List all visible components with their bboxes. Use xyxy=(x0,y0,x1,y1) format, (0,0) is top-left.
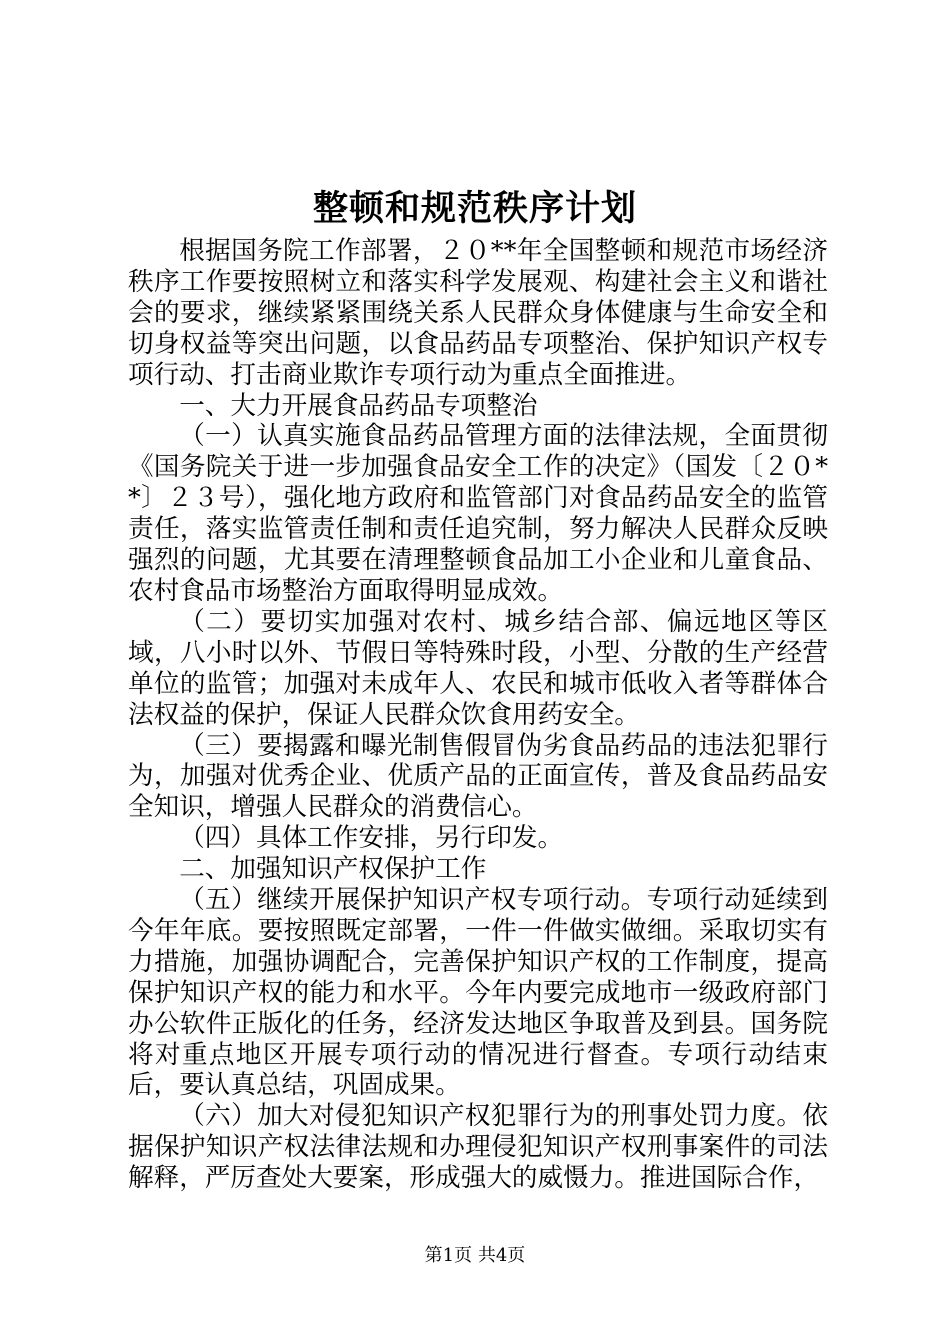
paragraph-item-6: （六）加大对侵犯知识产权犯罪行为的刑事处罚力度。依据保护知识产权法律法规和办理侵犯知识产权刑事案件的司法解释，严厉查处大要案，形成强大的威慑力。推进国际合作， xyxy=(128,1101,828,1194)
paragraph-item-4: （四）具体工作安排，另行印发。 xyxy=(179,823,564,854)
paragraph-item-5: （五）继续开展保护知识产权专项行动。专项行动延续到今年年底。要按照既定部署，一件一件做实做细。采取切实有力措施，加强协调配合，完善保护知识产权的工作制度，提高保护知识产权的能力和水平。今年内要完成地市一级政府部门办公软件正版化的任务，经济发达地区争取普及到县。国务院将对重点地区开展专项行动的情况进行督查。专项行动结束后，要认真总结，巩固成果。 xyxy=(128,885,828,1101)
page-footer: 第1页 共4页 xyxy=(424,1245,526,1266)
document-title: 整顿和规范秩序计划 xyxy=(312,188,637,229)
paragraph-item-3: （三）要揭露和曝光制售假冒伪劣食品药品的违法犯罪行为，加强对优秀企业、优质产品的正面宣传，普及食品药品安全知识，增强人民群众的消费信心。 xyxy=(128,730,828,823)
paragraph-intro: 根据国务院工作部署，２０**年全国整顿和规范市场经济秩序工作要按照树立和落实科学发展观、构建社会主义和谐社会的要求，继续紧紧围绕关系人民群众身体健康与生命安全和切身权益等突出问题，以食品药品专项整治、保护知识产权专项行动、打击商业欺诈专项行动为重点全面推进。 xyxy=(128,236,828,390)
section-heading-1: 一、大力开展食品药品专项整治 xyxy=(179,390,538,421)
section-heading-2: 二、加强知识产权保护工作 xyxy=(179,854,487,885)
paragraph-item-1: （一）认真实施食品药品管理方面的法律法规，全面贯彻《国务院关于进一步加强食品安全工作的决定》（国发〔２０**〕２３号），强化地方政府和监管部门对食品药品安全的监管责任，落实监管责任制和责任追究制，努力解决人民群众反映强烈的问题，尤其要在清理整顿食品加工小企业和儿童食品、农村食品市场整治方面取得明显成效。 xyxy=(128,421,828,606)
document-body xyxy=(128,236,828,1194)
paragraph-item-2: （二）要切实加强对农村、城乡结合部、偏远地区等区域，八小时以外、节假日等特殊时段，小型、分散的生产经营单位的监管；加强对未成年人、农民和城市低收入者等群体合法权益的保护，保证人民群众饮食用药安全。 xyxy=(128,606,828,730)
